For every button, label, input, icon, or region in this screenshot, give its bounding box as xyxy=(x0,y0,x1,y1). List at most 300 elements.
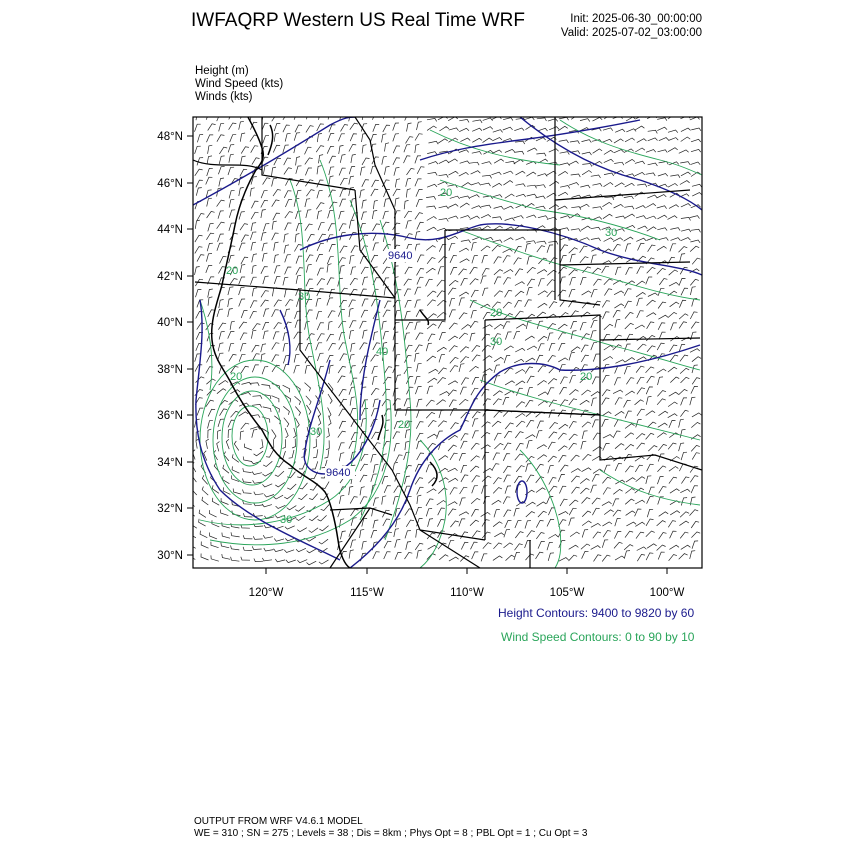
wind-barb xyxy=(604,510,613,515)
wind-barb xyxy=(449,128,459,131)
wind-barb xyxy=(362,180,369,187)
wind-barb xyxy=(263,323,270,330)
wind-barb xyxy=(305,365,310,373)
wind-barb xyxy=(537,118,547,121)
wind-barb xyxy=(514,359,524,363)
wind-barb xyxy=(229,255,235,263)
wind-barb xyxy=(372,210,377,219)
wind-barb xyxy=(361,212,367,220)
wind-barb xyxy=(360,321,367,328)
lon-label: 100°W xyxy=(649,587,685,599)
wind-barb xyxy=(625,312,633,318)
wind-barb xyxy=(504,530,510,538)
wind-barb xyxy=(321,505,330,511)
wind-barb xyxy=(690,240,700,243)
wind-barb xyxy=(239,243,245,251)
wind-barb xyxy=(548,333,554,341)
wind-barb xyxy=(483,325,493,329)
wind-barb xyxy=(483,496,489,504)
wind-barb xyxy=(527,279,535,286)
wind-barb xyxy=(293,428,296,438)
wind-barb xyxy=(349,145,356,152)
wind-barb xyxy=(230,279,238,286)
wind-barb xyxy=(426,400,435,406)
wind-barb xyxy=(228,145,234,153)
wind-barb xyxy=(638,243,645,250)
wind-barb xyxy=(360,167,365,176)
wind-barb xyxy=(340,519,345,528)
wind-barb xyxy=(549,478,557,485)
wind-barb xyxy=(263,309,269,317)
wind-barb xyxy=(559,343,566,350)
wind-barb xyxy=(312,461,318,469)
wind-barb xyxy=(515,282,525,286)
wind-barb xyxy=(275,471,284,476)
wind-barb xyxy=(188,552,195,559)
wind-barb xyxy=(505,486,511,494)
wind-barb xyxy=(218,323,226,330)
wind-speed-label: 20 xyxy=(490,307,503,319)
wind-barb xyxy=(328,321,332,330)
wind-barb xyxy=(549,432,557,438)
wind-barb xyxy=(218,343,223,351)
wind-barb xyxy=(450,298,456,306)
wind-barb xyxy=(217,135,225,142)
wind-barb xyxy=(494,257,502,264)
wind-barb xyxy=(296,268,303,275)
wind-barb xyxy=(647,464,654,471)
wind-barb xyxy=(657,215,667,219)
wind-barb xyxy=(373,243,379,251)
wind-barb xyxy=(646,433,655,439)
wind-barb xyxy=(340,199,346,207)
wind-barb xyxy=(206,177,213,184)
wind-barb xyxy=(207,198,212,206)
wind-barb xyxy=(450,256,457,263)
wind-barb xyxy=(415,353,420,362)
wind-barb xyxy=(373,498,379,506)
wind-barb xyxy=(514,151,524,154)
wind-barb xyxy=(232,511,241,516)
wind-barb xyxy=(437,400,446,405)
wind-barb xyxy=(349,442,356,449)
wind-barb xyxy=(646,216,656,219)
wind-barb xyxy=(316,254,323,261)
wind-barb xyxy=(602,540,608,548)
wind-barb xyxy=(547,280,556,286)
wind-barb xyxy=(548,535,558,539)
wind-barb xyxy=(527,441,533,449)
wind-barb xyxy=(572,195,582,198)
wind-barb xyxy=(482,476,491,482)
wind-barb xyxy=(550,423,558,429)
wind-barb xyxy=(505,332,511,340)
wind-barb xyxy=(449,346,458,352)
wind-barb xyxy=(657,391,666,397)
wind-barb xyxy=(202,497,208,505)
wind-barb xyxy=(669,545,679,549)
wind-barb xyxy=(383,310,390,317)
wind-barb xyxy=(514,552,520,560)
wind-barb xyxy=(274,133,279,142)
wind-barb xyxy=(580,119,590,122)
wind-barb xyxy=(516,414,526,418)
wind-barb xyxy=(648,130,658,133)
wind-barb xyxy=(604,346,614,351)
wind-barb xyxy=(681,498,687,506)
wind-barb xyxy=(222,522,230,528)
wind-barb xyxy=(339,389,347,396)
wind-barb xyxy=(317,323,324,330)
wind-barb xyxy=(493,556,503,561)
wind-barb xyxy=(503,118,513,121)
wind-barb xyxy=(647,300,656,305)
wind-barb xyxy=(503,249,513,253)
wind-barb xyxy=(657,545,666,551)
wind-barb xyxy=(637,139,647,143)
wind-barb xyxy=(272,221,277,230)
wind-barb xyxy=(427,258,435,264)
wind-barb xyxy=(295,234,299,243)
wind-barb xyxy=(615,464,622,471)
wind-barb xyxy=(195,124,201,132)
wind-barb xyxy=(405,267,413,274)
wind-barb xyxy=(626,478,636,482)
wind-barb xyxy=(560,256,566,263)
wind-barb xyxy=(615,444,624,449)
wind-barb xyxy=(294,354,299,362)
wind-barb xyxy=(221,510,229,516)
wind-barb xyxy=(239,187,244,196)
wind-barb xyxy=(503,454,510,461)
wind-barb xyxy=(449,171,459,175)
wind-barb xyxy=(691,149,701,152)
wind-barb xyxy=(437,291,445,297)
wind-barb xyxy=(361,310,368,317)
wind-barb xyxy=(393,399,401,406)
wind-barb xyxy=(646,396,651,404)
wind-barb xyxy=(679,554,688,560)
wind-barb xyxy=(274,266,280,274)
wind-barb xyxy=(459,128,469,131)
wind-barb xyxy=(306,396,311,405)
wind-barb xyxy=(548,388,555,395)
wind-speed-label: 20 xyxy=(580,371,593,383)
wind-barb xyxy=(647,509,653,517)
wind-barb xyxy=(559,228,569,231)
wind-barb xyxy=(504,475,511,482)
wind-barb xyxy=(591,546,601,550)
wind-barb xyxy=(560,387,567,394)
wind-barb xyxy=(527,256,533,264)
wind-barb xyxy=(527,531,535,537)
wind-barb xyxy=(371,388,379,395)
wind-barb xyxy=(515,544,523,550)
wind-barb xyxy=(261,233,266,241)
wind-barb xyxy=(272,167,277,176)
wind-barb xyxy=(459,298,465,306)
wind-barb xyxy=(602,266,610,273)
wind-barb xyxy=(208,420,213,428)
wind-barb xyxy=(514,508,520,516)
wind-barb xyxy=(582,291,592,295)
wind-barb xyxy=(582,171,592,175)
wind-barb xyxy=(261,191,268,198)
wind-barb xyxy=(514,332,520,340)
wind-barb xyxy=(603,531,611,538)
wind-barb xyxy=(571,229,581,232)
wind-barb xyxy=(658,377,664,385)
wind-barb xyxy=(690,551,696,559)
wind-barb xyxy=(459,313,467,319)
wind-barb xyxy=(206,254,212,262)
wind-barb xyxy=(527,387,533,395)
wind-barb xyxy=(515,348,525,352)
wind-barb xyxy=(229,199,234,207)
wind-barb xyxy=(492,421,501,426)
wind-barb xyxy=(548,553,554,561)
wind-barb xyxy=(306,279,313,286)
wind-barb xyxy=(272,233,279,240)
wind-barb xyxy=(218,430,222,439)
wind-barb xyxy=(196,112,201,121)
wind-barb xyxy=(503,256,511,263)
wind-barb xyxy=(580,479,589,484)
wind-barb xyxy=(471,456,480,462)
wind-barb xyxy=(285,267,292,274)
wind-barb xyxy=(341,125,349,132)
wind-barb xyxy=(250,312,257,319)
wind-barb xyxy=(298,494,307,500)
wind-barb xyxy=(393,432,400,439)
wind-barb xyxy=(559,455,567,462)
wind-barb xyxy=(505,381,515,385)
wind-barb xyxy=(307,111,312,119)
wind-barb xyxy=(582,551,589,558)
wind-barb xyxy=(329,125,336,132)
wind-barb xyxy=(582,140,592,143)
wind-barb xyxy=(317,244,324,251)
wind-barb xyxy=(571,476,580,482)
wind-barb xyxy=(351,267,356,275)
wind-barb xyxy=(624,367,630,375)
wind-barb xyxy=(405,300,412,307)
wind-barb xyxy=(636,281,645,286)
wind-barb xyxy=(252,254,257,262)
wind-barb xyxy=(657,206,667,209)
wind-barb xyxy=(217,222,225,229)
wind-barb xyxy=(349,308,354,317)
wind-barb xyxy=(240,343,246,351)
wind-barb xyxy=(471,183,481,186)
wind-barb xyxy=(285,289,290,297)
wind-barb xyxy=(250,277,256,285)
wind-barb xyxy=(253,396,263,399)
wind-barb xyxy=(679,247,688,253)
wind-barb xyxy=(296,275,301,284)
wind-barb xyxy=(338,510,344,517)
wind-barb xyxy=(646,367,655,373)
wind-barb xyxy=(536,185,546,188)
wind-barb xyxy=(263,535,273,538)
wind-barb xyxy=(505,218,515,221)
wind-barb xyxy=(648,138,658,141)
wind-barb xyxy=(427,291,436,297)
wind-barb xyxy=(636,532,644,539)
wind-barb xyxy=(549,343,555,351)
wind-barb xyxy=(207,135,214,142)
wind-barb xyxy=(659,411,669,416)
wind-barb xyxy=(525,367,533,374)
wind-barb xyxy=(670,511,680,515)
wind-barb xyxy=(592,268,601,274)
wind-barb xyxy=(219,178,224,186)
wind-barb xyxy=(338,258,346,265)
wind-barb xyxy=(690,246,699,251)
wind-barb xyxy=(371,189,378,196)
wind-barb xyxy=(657,399,666,405)
wind-barb xyxy=(494,324,503,329)
wind-barb xyxy=(571,174,581,177)
wind-barb xyxy=(338,376,346,383)
wind-barb xyxy=(439,219,449,222)
wind-barb xyxy=(243,490,252,494)
wind-barb xyxy=(243,457,252,462)
wind-barb xyxy=(525,521,531,529)
wind-barb xyxy=(472,377,479,384)
wind-barb xyxy=(637,377,645,384)
state-boundaries xyxy=(193,117,702,568)
wind-barb xyxy=(613,310,620,317)
wind-barb xyxy=(537,421,544,428)
wind-barb xyxy=(593,532,601,538)
wind-barb xyxy=(219,381,229,385)
wind-barb xyxy=(625,159,635,163)
wind-barb xyxy=(560,152,570,155)
wind-barb xyxy=(231,545,240,550)
wind-barb xyxy=(581,226,591,230)
wind-barb xyxy=(231,523,240,528)
wind-barb xyxy=(572,487,580,493)
wind-barb xyxy=(646,476,652,484)
wind-barb xyxy=(217,200,225,207)
wind-barb xyxy=(395,540,401,548)
lon-label: 110°W xyxy=(450,587,484,599)
init-time: Init: 2025-06-30_00:00:00 xyxy=(570,13,702,25)
wind-barb xyxy=(283,277,288,285)
wind-barb xyxy=(536,153,546,156)
wind-speed-label: 20 xyxy=(226,265,239,277)
wind-barb xyxy=(309,528,318,533)
wind-barb xyxy=(525,244,530,252)
wind-barb xyxy=(604,324,613,329)
wind-barb xyxy=(439,206,449,209)
wind-barb xyxy=(592,377,599,384)
wind-barb xyxy=(581,345,588,352)
wind-barb xyxy=(317,268,324,275)
wind-barb xyxy=(614,378,621,386)
wind-barb xyxy=(483,138,493,143)
wind-barb xyxy=(516,171,526,175)
wind-barb xyxy=(328,224,335,231)
wind-barb xyxy=(470,279,479,285)
wind-barb xyxy=(515,532,523,538)
wind-barb xyxy=(350,408,356,416)
wind-barb xyxy=(426,343,432,351)
wind-barb xyxy=(482,162,492,165)
wind-barb xyxy=(285,428,288,438)
wind-barb xyxy=(646,531,655,537)
wind-barb xyxy=(680,254,685,262)
wind-barb xyxy=(624,237,634,241)
wind-barb xyxy=(427,554,436,560)
wind-barb xyxy=(328,394,332,404)
wind-barb xyxy=(305,168,312,175)
wind-barb xyxy=(647,376,655,383)
wind-barb xyxy=(635,457,645,462)
wind-barb xyxy=(272,178,277,186)
wind-barb xyxy=(208,223,214,231)
wind-barb xyxy=(690,287,695,295)
wind-barb xyxy=(670,244,676,252)
wind-barb xyxy=(482,269,489,276)
wind-barb xyxy=(681,545,691,549)
wind-barb xyxy=(339,343,346,350)
wind-barb xyxy=(591,331,597,339)
wind-barb xyxy=(494,376,500,384)
wind-barb xyxy=(602,420,609,427)
wind-barb xyxy=(527,194,537,197)
wind-barb xyxy=(503,398,509,406)
wind-barb xyxy=(393,388,398,396)
wind-barb xyxy=(285,133,290,141)
height-contour-label: 9640 xyxy=(388,250,413,262)
wind-barb xyxy=(692,541,698,549)
wind-barb xyxy=(340,178,347,185)
wind-barb xyxy=(558,290,566,296)
wind-barb xyxy=(217,442,220,452)
wind-barb xyxy=(372,180,379,187)
wind-barb xyxy=(658,302,666,309)
wind-barb xyxy=(461,542,468,549)
wind-barb xyxy=(681,452,687,460)
wind-barb xyxy=(494,365,500,373)
wind-barb xyxy=(602,522,612,526)
wind-barb xyxy=(274,549,284,552)
wind-barb xyxy=(503,171,513,174)
wind-barb xyxy=(362,277,368,285)
wind-barb xyxy=(406,542,411,550)
wind-barb xyxy=(327,257,334,264)
wind-barb xyxy=(450,357,459,363)
wind-barb xyxy=(263,224,269,232)
wind-barb xyxy=(536,464,544,471)
wind-barb xyxy=(349,176,354,184)
wind-barb xyxy=(538,541,545,548)
wind-barb xyxy=(636,366,644,372)
wind-barb xyxy=(460,138,470,142)
wind-barb xyxy=(285,526,295,529)
wind-barb xyxy=(494,357,504,361)
wind-barb xyxy=(549,410,555,418)
wind-barb xyxy=(459,364,464,372)
wind-barb xyxy=(615,398,622,405)
wind-barb xyxy=(580,488,589,494)
wind-barb xyxy=(658,174,668,177)
wind-barb xyxy=(494,443,503,449)
wind-barb xyxy=(669,282,679,286)
wind-barb xyxy=(526,241,536,244)
